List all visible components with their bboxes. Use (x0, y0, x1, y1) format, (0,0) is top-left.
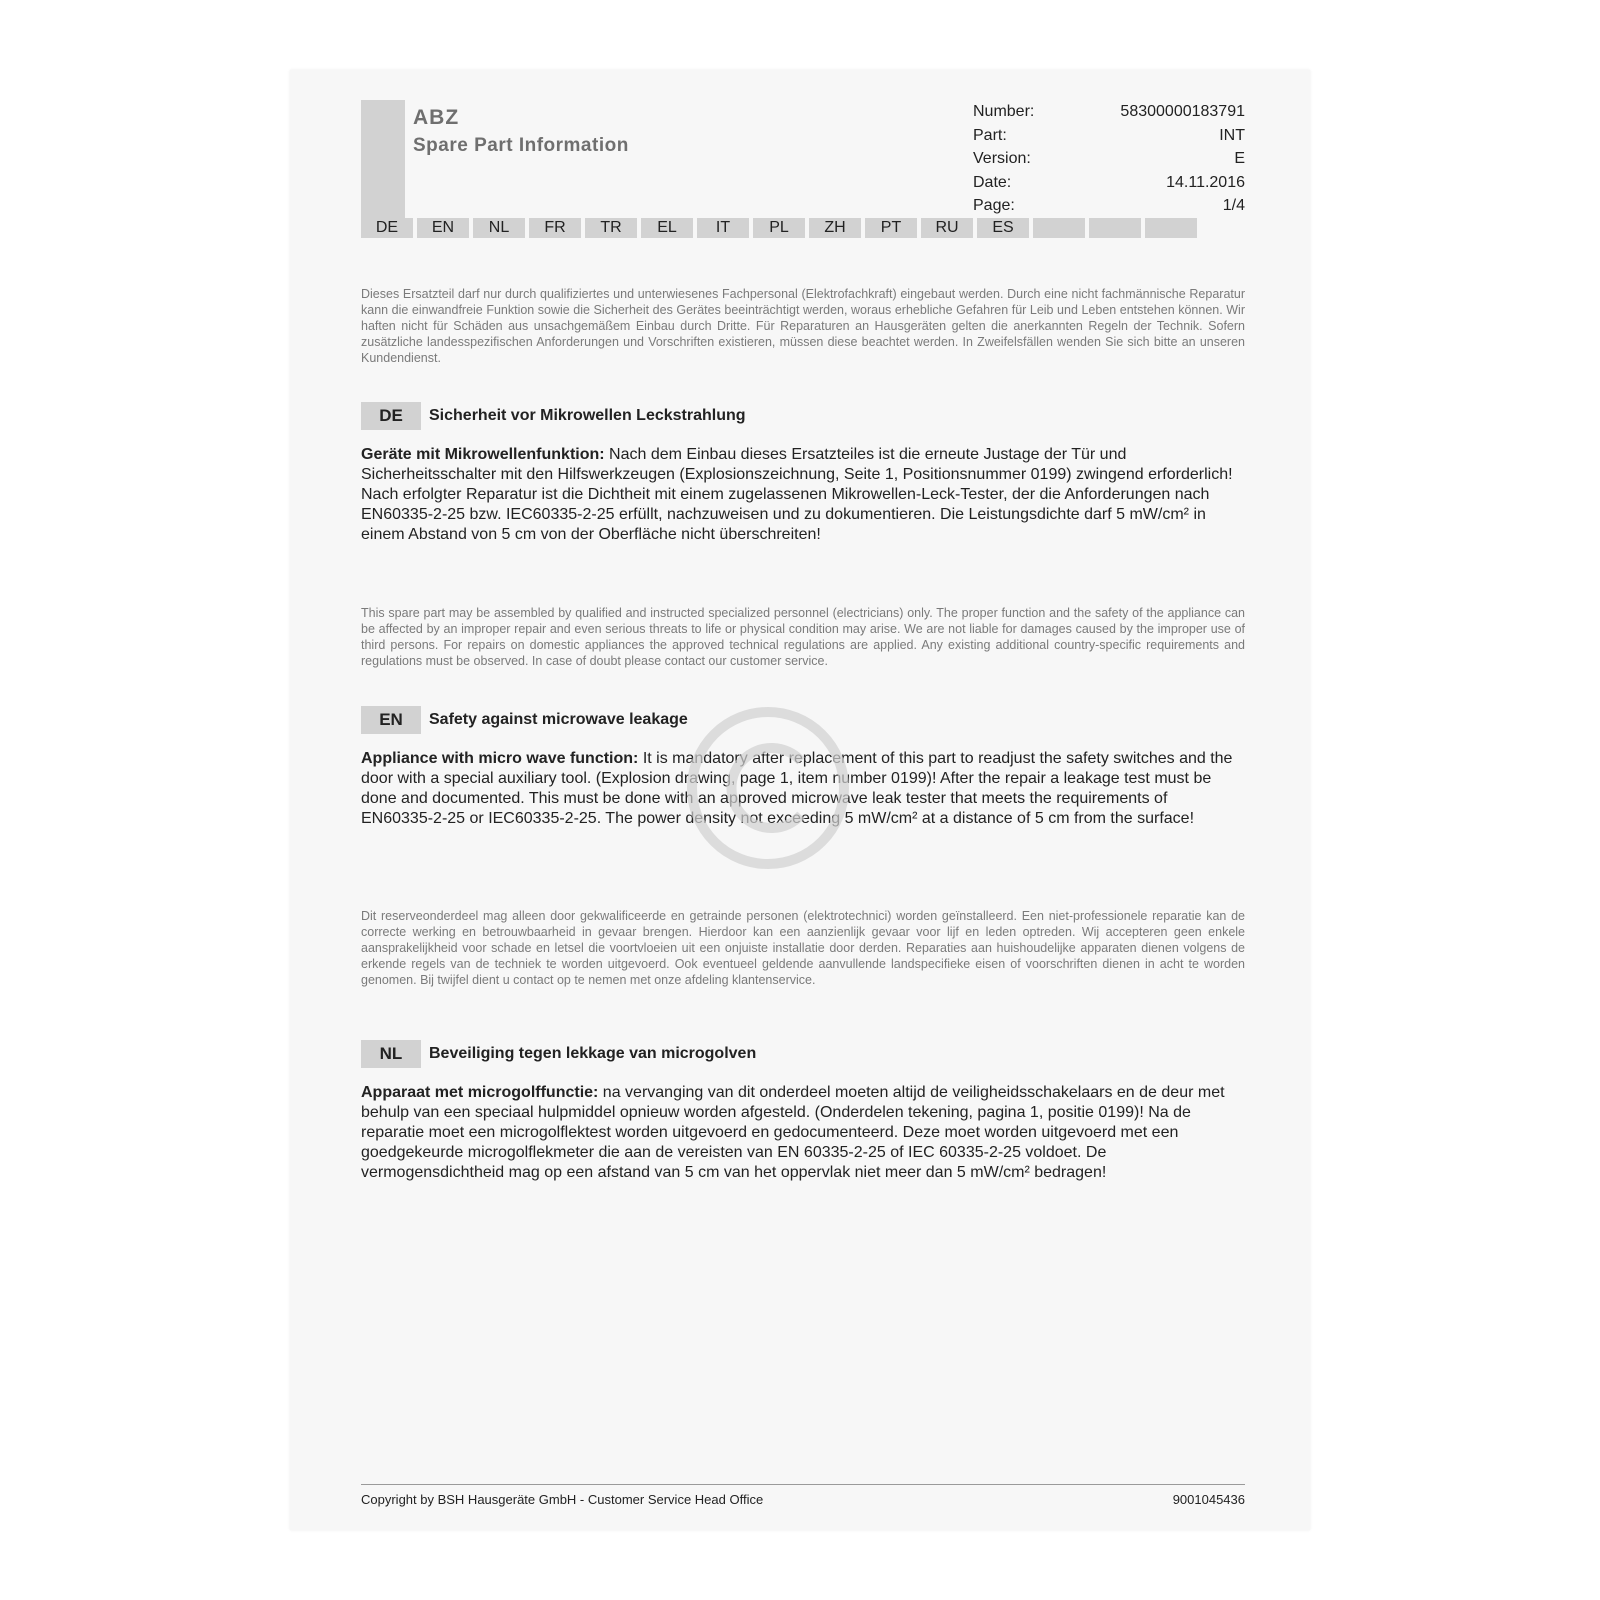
language-tab-empty (1089, 218, 1141, 238)
section-header-nl (361, 1040, 756, 1068)
section-title: Sicherheit vor Mikrowellen Leckstrahlung (429, 407, 746, 424)
section-text: It is mandatory after replacement of this part to readjust the safety switches and the door with a special auxiliary tool. (Explosion drawing, page 1, item number 0199)! After the repair a leakage test must be done and documented. This must be done with an approved microwave leak tester that meets the requirements of EN60335-2-25 or IEC60335-2-25. The power density not exceeding 5 mW/cm² at a distance of 5 cm from the surface! (361, 750, 1233, 827)
language-tab-empty (1145, 218, 1197, 238)
language-tab-empty (1033, 218, 1085, 238)
intro-text-en: This spare part may be assembled by qualified and instructed specialized personnel (electricians) only. The proper function and the safety of the appliance can be affected by an improper repair and even serious threats to life or physical condition may arise. We are not liable for damages caused by the improper use of third persons. For repairs on domestic appliances the approved technical regulations are applied. Any existing additional country-specific requirements and regulations must be observed. In case of doubt please contact our customer service. (361, 606, 1245, 668)
language-tab-nl: NL (473, 218, 525, 238)
language-tab-zh: ZH (809, 218, 861, 238)
footer-copyright: Copyright by BSH Hausgeräte GmbH - Customer Service Head Office (361, 1492, 764, 1507)
section-body-de (361, 445, 1241, 545)
section-code: NL (361, 1040, 421, 1068)
meta-row-part (973, 124, 1245, 148)
meta-label: Part: (973, 126, 1007, 144)
meta-value: INT (1219, 126, 1245, 144)
language-tab-pl: PL (753, 218, 805, 238)
meta-label: Version: (973, 150, 1031, 167)
language-tab-tr: TR (585, 218, 637, 238)
section-text: na vervanging van dit onderdeel moeten altijd de veiligheidsschakelaars en de deur met behulp van een speciaal hulpmiddel opnieuw worden afgesteld. (Onderdelen tekening, pagina 1, positie 0199)! Na de reparatie moet een microgolflektest worden uitgevoerd en gedocumenteerd. Deze moet worden uitgevoerd met een goedgekeurde microgolflekmeter die aan de vereisten van EN 60335-2-25 of IEC 60335-2-25 voldoet. De vermogensdichtheid mag op een afstand van 5 cm van het oppervlak niet meer dan 5 mW/cm² bedragen! (361, 1084, 1225, 1181)
document-page (290, 70, 1310, 1530)
section-text: Nach dem Einbau dieses Ersatzteiles ist die erneute Justage der Tür und Sicherheitsschalter mit den Hilfswerkzeugen (Explosionszeichnung, Seite 1, Positionsnummer 0199) zwingend erforderlich! Nach erfolgter Reparatur ist die Dichtheit mit einem zugelassenen Mikrowellen-Leck-Tester, der die Anforderungen nach EN60335-2-25 bzw. IEC60335-2-25 erfüllt, nachzuweisen und zu dokumentieren. Die Leistungsdichte darf 5 mW/cm² in einem Abstand von 5 cm von der Oberfläche nicht überschreiten! (361, 446, 1233, 543)
intro-text-de: Dieses Ersatzteil darf nur durch qualifiziertes und unterwiesenes Fachpersonal (Elektrofachkraft) eingebaut werden. Durch eine nicht fachmännische Reparatur kann die einwandfreie Funktion sowie die Sicherheit des Gerätes beeinträchtigt werden, woraus erhebliche Gefahren für Leib und Leben entstehen können. Wir haften nicht für Schäden aus unsachgemäßem Einbau durch Dritte. Für Reparaturen an Hausgeräten gelten die anerkannten Regeln der Technik. Sofern zusätzliche landesspezifischen Anforderungen und Vorschriften existieren, müssen diese beachtet werden. In Zweifelsfällen wenden Sie sich bitte an unseren Kundendienst. (361, 287, 1245, 365)
meta-row-page (973, 194, 1245, 218)
footer-divider (361, 1484, 1245, 1485)
meta-value: E (1234, 150, 1245, 167)
language-tab-pt: PT (865, 218, 917, 238)
meta-row-date (973, 171, 1245, 195)
language-tab-ru: RU (921, 218, 973, 238)
section-lead: Geräte mit Mikrowellenfunktion: (361, 446, 605, 463)
document-subtitle: Spare Part Information (413, 135, 629, 156)
meta-label: Date: (973, 173, 1012, 191)
section-lead: Appliance with micro wave function: (361, 750, 639, 767)
language-bar (361, 218, 1245, 238)
language-tab-fr: FR (529, 218, 581, 238)
section-title: Beveiliging tegen lekkage van microgolven (429, 1045, 757, 1062)
language-tab-es: ES (977, 218, 1029, 238)
meta-value: 58300000183791 (1120, 103, 1245, 120)
section-title: Safety against microwave leakage (429, 711, 688, 728)
section-header-de (361, 402, 746, 430)
brand-name: ABZ (413, 106, 460, 129)
footer-doc-number: 9001045436 (1172, 1492, 1245, 1507)
meta-row-number (973, 100, 1245, 124)
section-code: EN (361, 706, 421, 734)
language-tab-en: EN (417, 218, 469, 238)
section-code: DE (361, 402, 421, 430)
document-meta (973, 100, 1245, 218)
meta-value: 14.11.2016 (1166, 173, 1245, 191)
meta-row-version (973, 147, 1245, 171)
meta-label: Page: (973, 197, 1015, 214)
section-body-nl (361, 1083, 1241, 1183)
meta-value: 1/4 (1222, 197, 1245, 214)
language-tab-de: DE (361, 218, 413, 238)
section-header-en (361, 706, 688, 734)
language-tab-it: IT (697, 218, 749, 238)
meta-label: Number: (973, 103, 1035, 120)
intro-text-nl: Dit reserveonderdeel mag alleen door gekwalificeerde en getrainde personen (elektrotechnici) worden geïnstalleerd. Een niet-professionele reparatie kan de correcte werking en betrouwbaarheid in gevaar brengen. Hierdoor kan een aanzienlijk gevaar voor lijf en leden optreden. Wij accepteren geen enkele aansprakelijkheid voor schade en letsel die voortvloeien uit een onjuiste installatie door derden. Reparaties aan huishoudelijke apparaten dienen volgens de erkende regels van de techniek te worden uitgevoerd. Ook eventueel geldende aanvullende landspecifieke eisen of voorschriften dienen in acht te worden genomen. Bij twijfel dient u contact op te nemen met onze afdeling klantenservice. (361, 909, 1245, 987)
language-tab-el: EL (641, 218, 693, 238)
copyright-icon (683, 703, 853, 873)
section-lead: Apparaat met microgolffunctie: (361, 1084, 599, 1101)
